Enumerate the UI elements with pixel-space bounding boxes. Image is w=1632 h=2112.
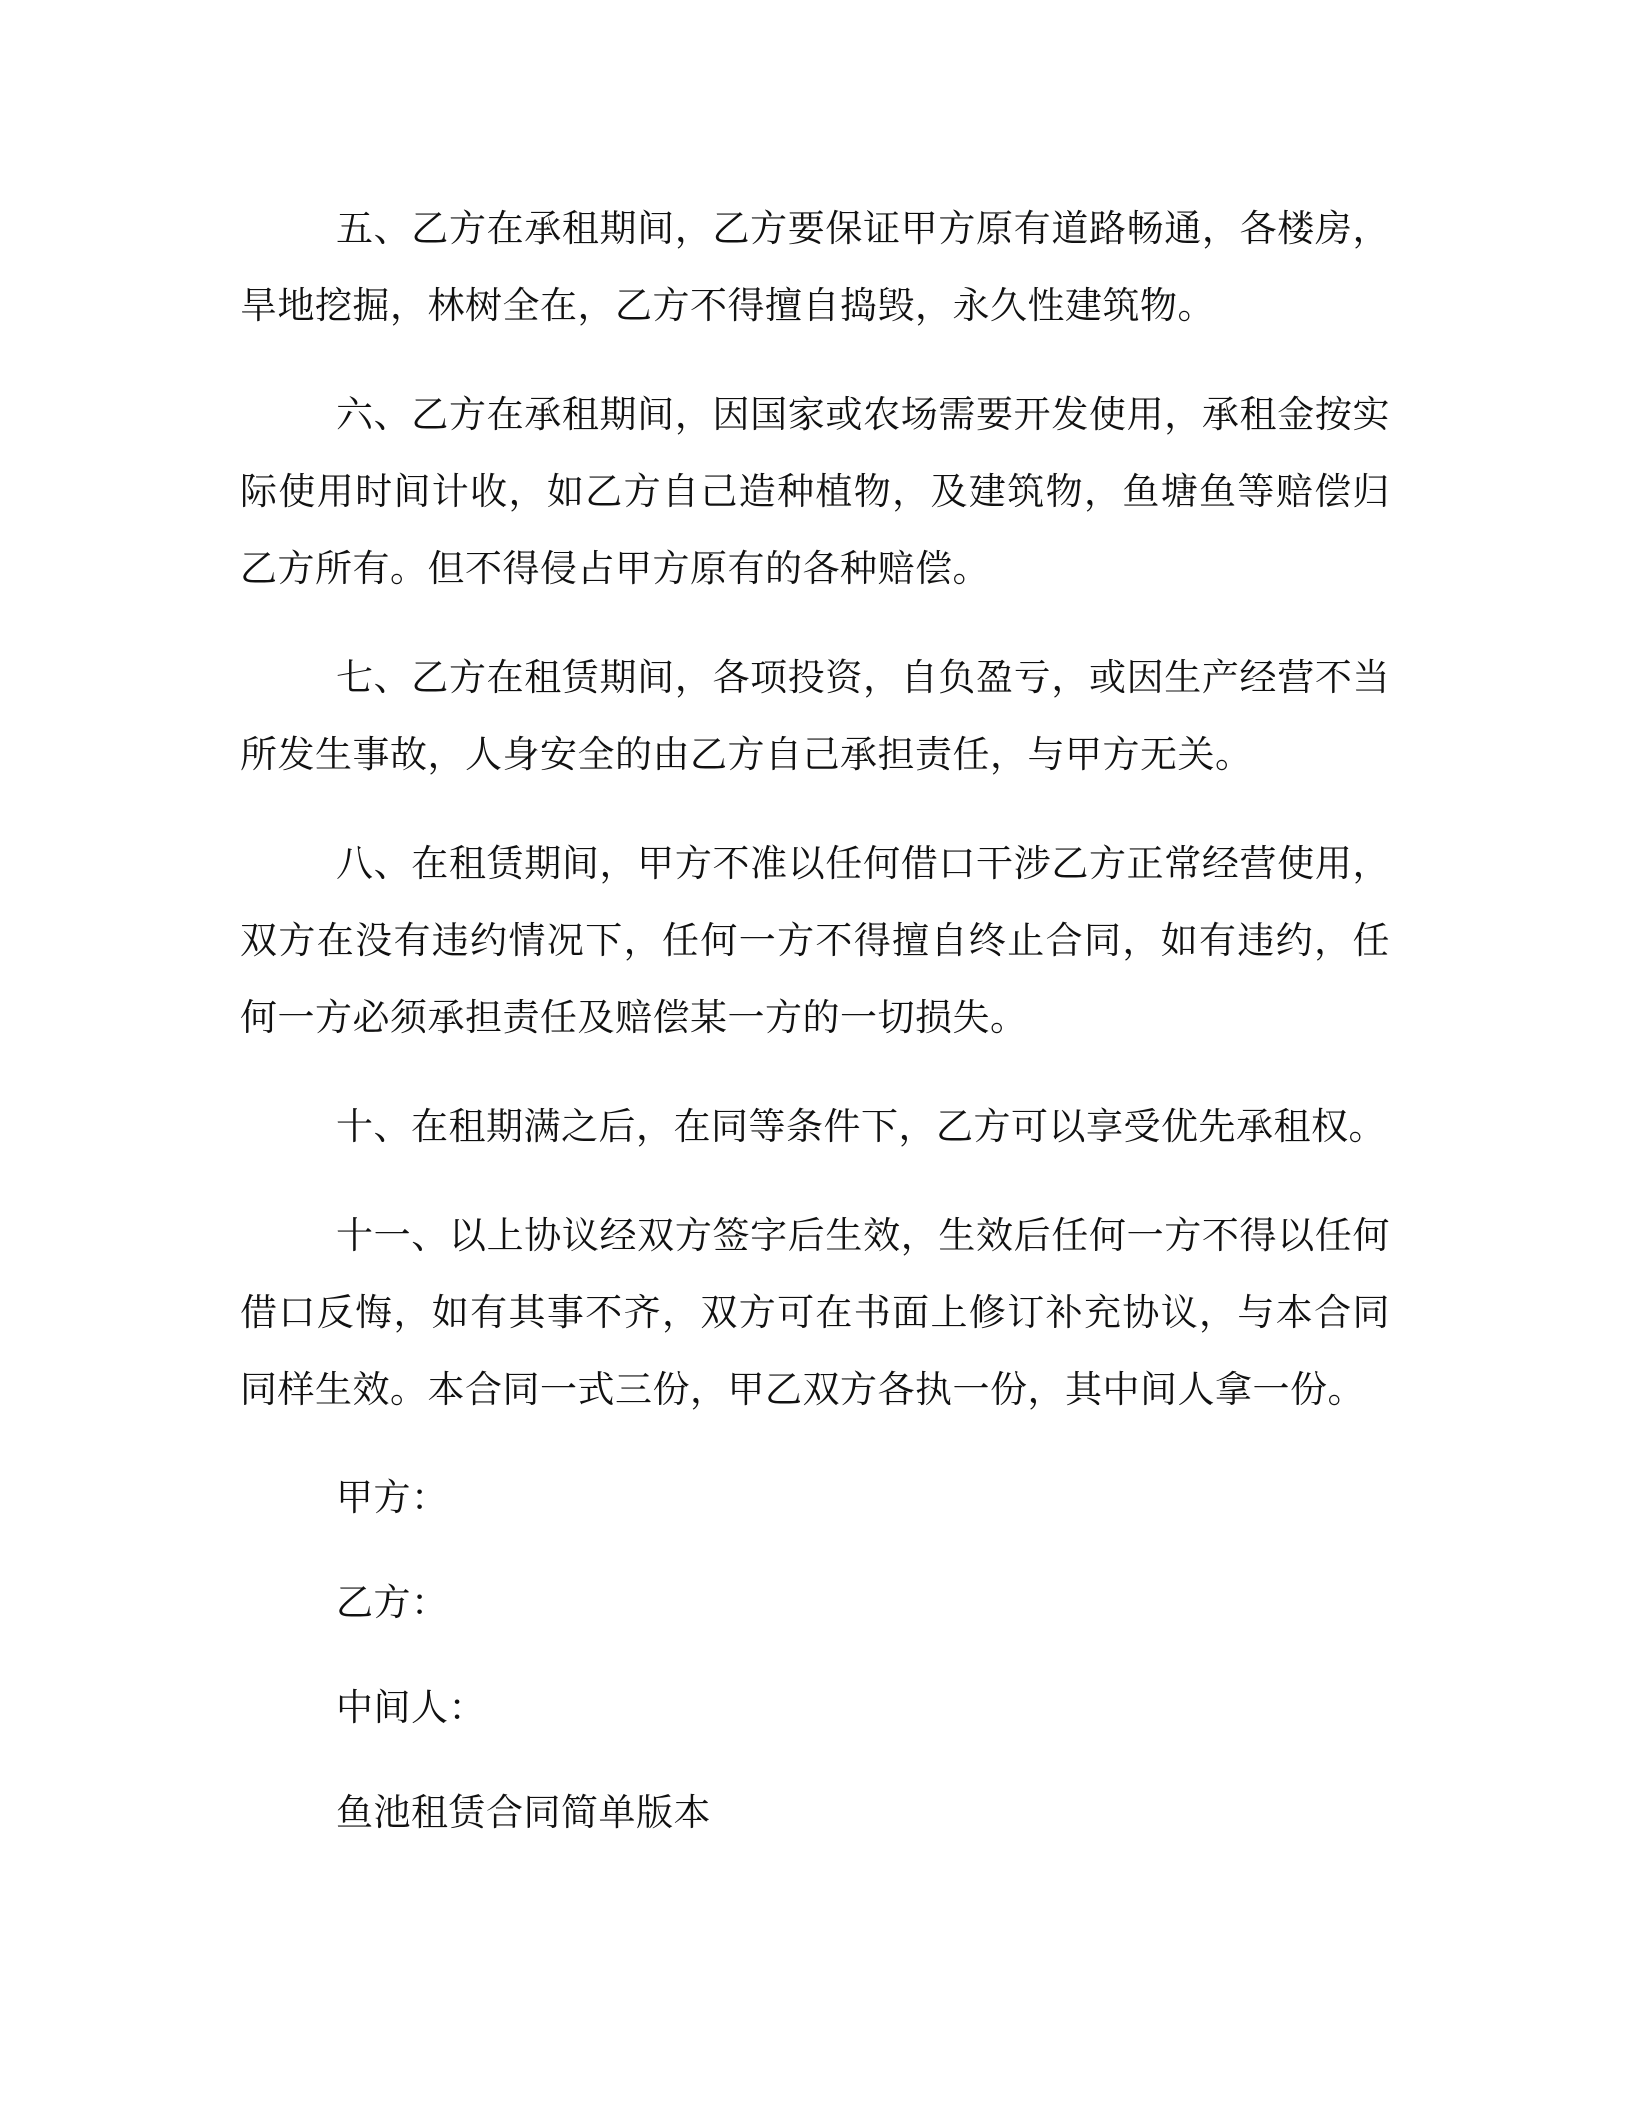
clause-5: 五、乙方在承租期间，乙方要保证甲方原有道路畅通，各楼房，旱地挖掘，林树全在，乙方不得擅自捣毁，永久性建筑物。 (240, 207, 1390, 327)
document-body (240, 190, 1390, 1850)
party-a-signature-line: 甲方： (336, 1476, 449, 1519)
clause-8: 八、在租赁期间，甲方不准以任何借口干涉乙方正常经营使用，双方在没有违约情况下，任何一方不得擅自终止合同，如有违约，任何一方必须承担责任及赔偿某一方的一切损失。 (240, 842, 1390, 1039)
clause-6: 六、乙方在承租期间，因国家或农场需要开发使用，承租金按实际使用时间计收，如乙方自己造种植物，及建筑物，鱼塘鱼等赔偿归乙方所有。但不得侵占甲方原有的各种赔偿。 (240, 393, 1390, 590)
middleman-signature-line: 中间人： (336, 1686, 486, 1729)
clause-7: 七、乙方在租赁期间，各项投资，自负盈亏，或因生产经营不当所发生事故，人身安全的由乙方自己承担责任，与甲方无关。 (240, 656, 1390, 776)
clause-11: 十一、以上协议经双方签字后生效，生效后任何一方不得以任何借口反悔，如有其事不齐，双方可在书面上修订补充协议，与本合同同样生效。本合同一式三份，甲乙双方各执一份，其中间人拿一份。 (240, 1214, 1390, 1411)
next-document-title: 鱼池租赁合同简单版本 (336, 1791, 711, 1834)
party-b-signature-line: 乙方： (336, 1581, 449, 1624)
clause-10: 十、在租期满之后，在同等条件下，乙方可以享受优先承租权。 (336, 1105, 1386, 1148)
